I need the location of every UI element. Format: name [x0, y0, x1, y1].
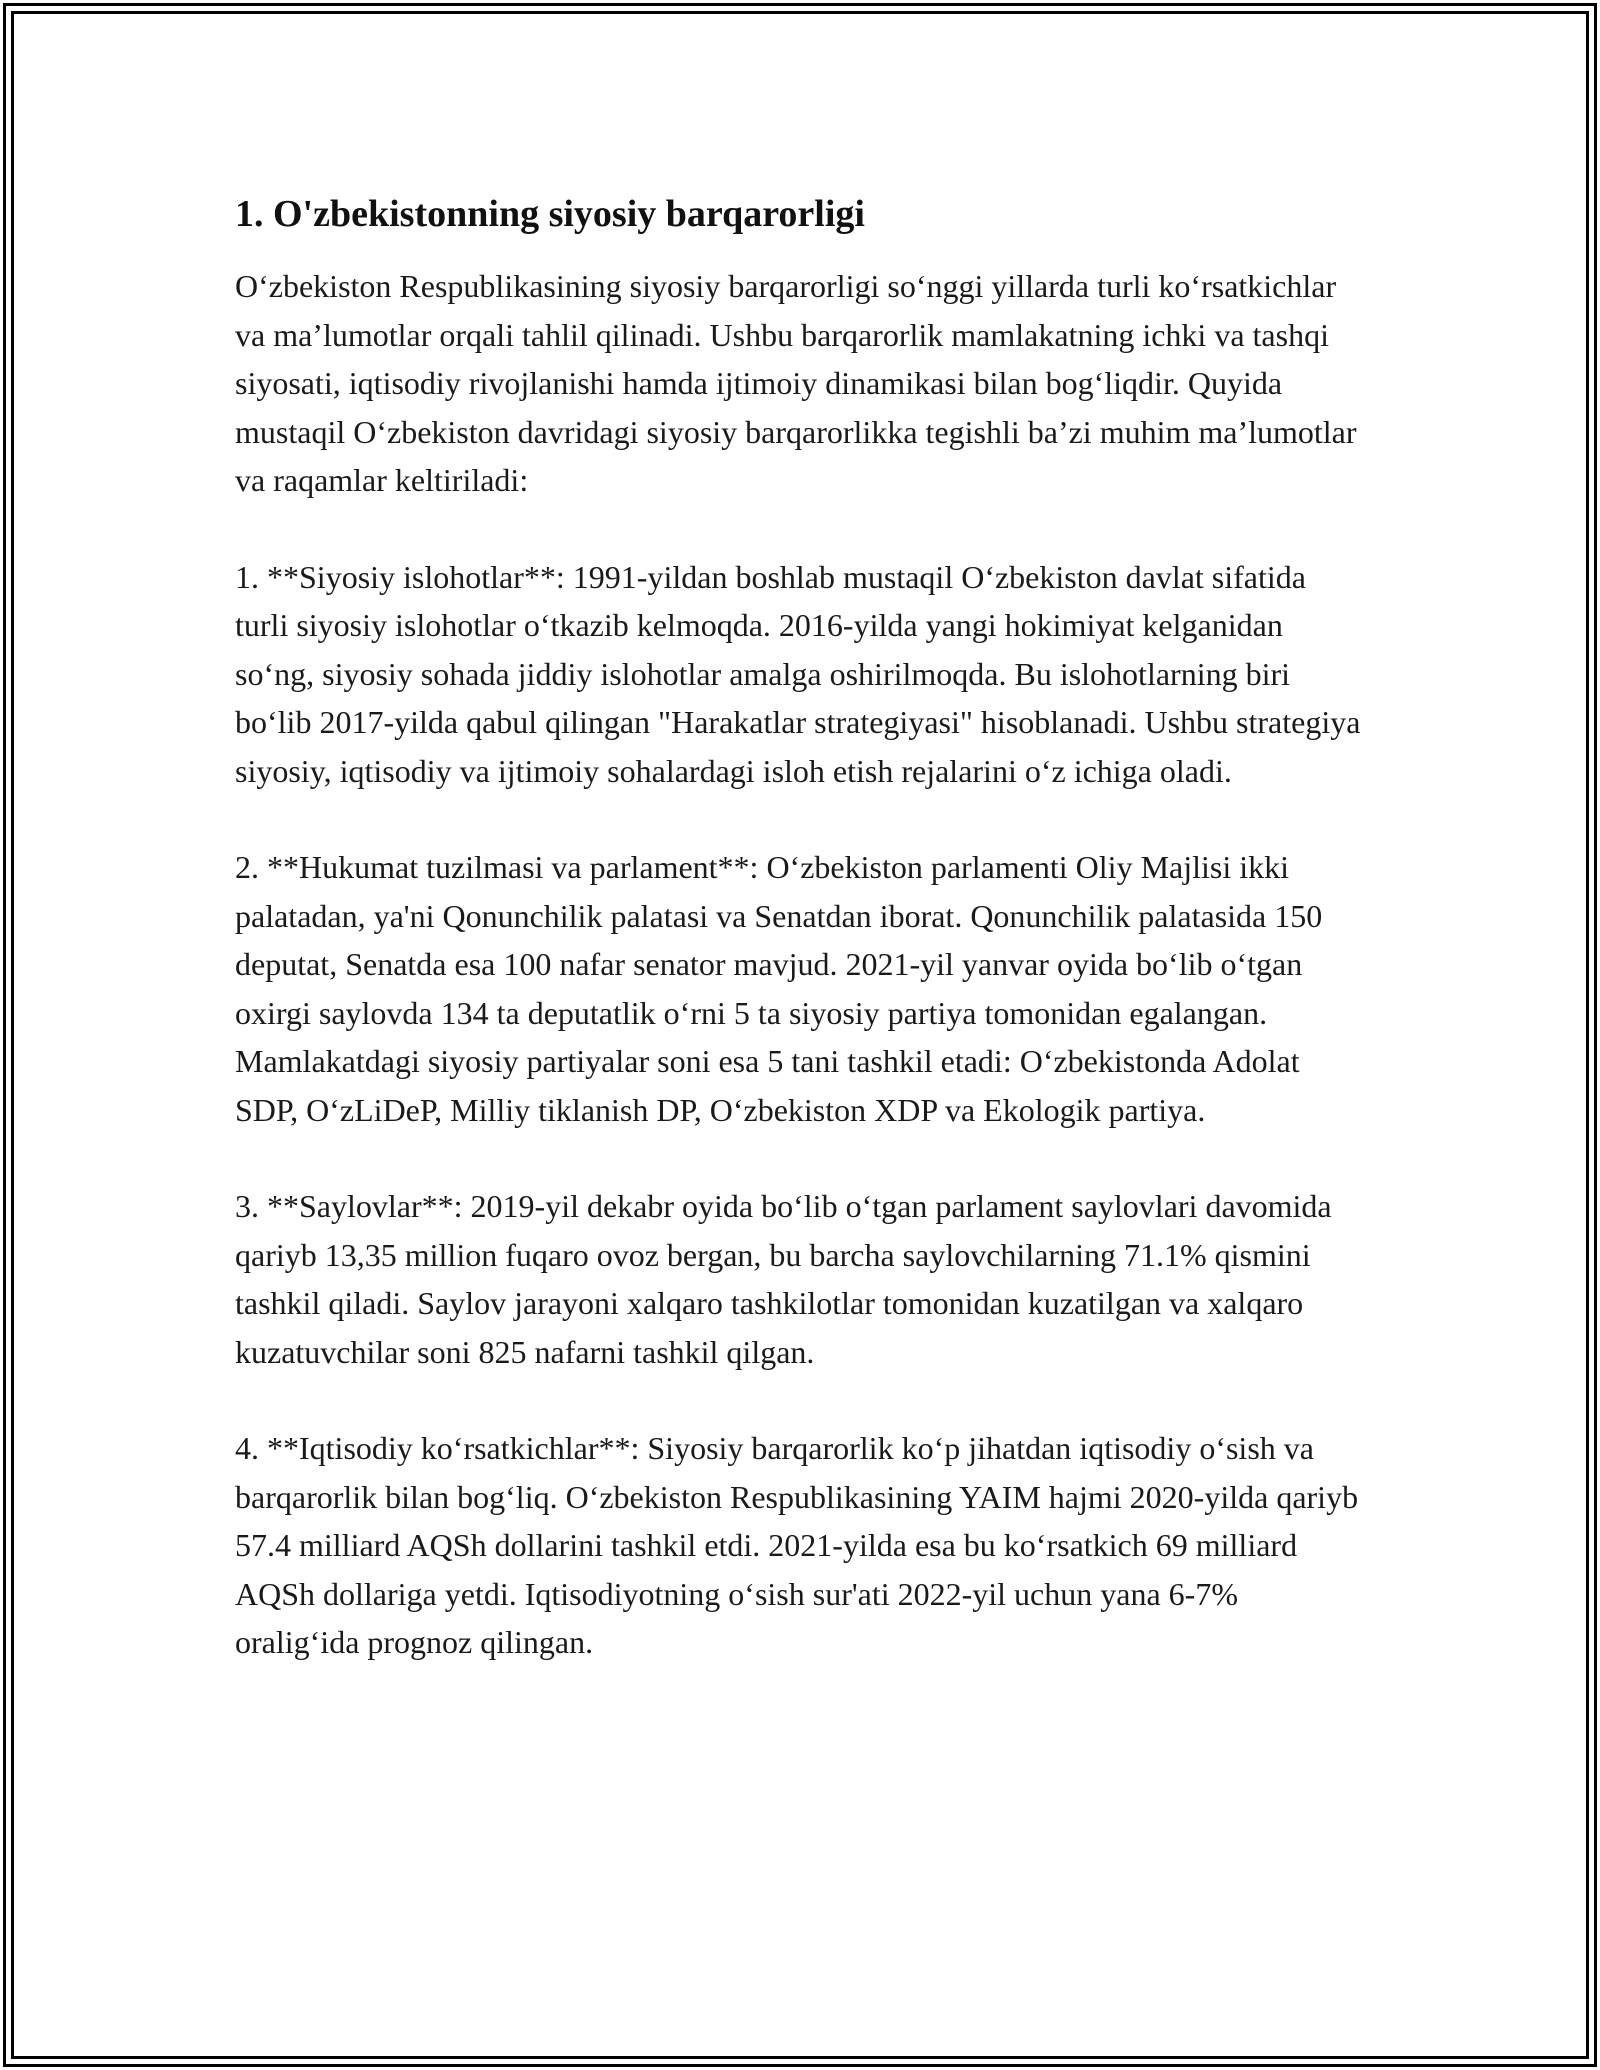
document-body: [235, 188, 1365, 1715]
paragraph-elections: 3. **Saylovlar**: 2019-yil dekabr oyida bo‘lib o‘tgan parlament saylovlari davomida qariyb 13,35 million fuqaro ovoz bergan, bu barcha saylovchilarning 71.1% qismini tashkil qiladi. Saylov jarayoni xalqaro tashkilotlar tomonidan kuzatilgan va xalqaro kuzatuvchilar soni 825 nafarni tashkil qilgan.: [235, 1188, 1332, 1370]
document-title: 1. O'zbekistonning siyosiy barqarorligi: [235, 193, 865, 235]
paragraph-economic-indicators: 4. **Iqtisodiy ko‘rsatkichlar**: Siyosiy barqarorlik ko‘p jihatdan iqtisodiy o‘sish va barqarorlik bilan bog‘liq. O‘zbekiston Respublikasining YAIM hajmi 2020-yilda qariyb 57.4 milliard AQSh dollarini tashkil etdi. 2021-yilda esa bu ko‘rsatkich 69 milliard AQSh dollariga yetdi. Iqtisodiyotning o‘sish sur'ati 2022-yil uchun yana 6-7% oralig‘ida prognoz qilingan.: [235, 1430, 1359, 1660]
paragraph-political-reforms: 1. **Siyosiy islohotlar**: 1991-yildan boshlab mustaqil O‘zbekiston davlat sifatida turli siyosiy islohotlar o‘tkazib kelmoqda. 2016-yilda yangi hokimiyat kelganidan so‘ng, siyosiy sohada jiddiy islohotlar amalga oshirilmoqda. Bu islohotlarning biri bo‘lib 2017-yilda qabul qilingan "Harakatlar strategiyasi" hisoblanadi. Ushbu strategiya siyosiy, iqtisodiy va ijtimoiy sohalardagi isloh etish rejalarini o‘z ichiga oladi.: [235, 558, 1361, 789]
intro-paragraph: O‘zbekiston Respublikasining siyosiy barqarorligi so‘nggi yillarda turli ko‘rsatkichlar va ma’lumotlar orqali tahlil qilinadi. Ushbu barqarorlik mamlakatning ichki va tashqi siyosati, iqtisodiy rivojlanishi hamda ijtimoiy dinamikasi bilan bog‘liqdir. Quyida mustaqil O‘zbekiston davridagi siyosiy barqarorlikka tegishli ba’zi muhim ma’lumotlar va raqamlar keltiriladi:: [235, 268, 1357, 498]
paragraph-government-parliament: 2. **Hukumat tuzilmasi va parlament**: O‘zbekiston parlamenti Oliy Majlisi ikki palatadan, ya'ni Qonunchilik palatasi va Senatdan iborat. Qonunchilik palatasida 150 deputat, Senatda esa 100 nafar senator mavjud. 2021-yil yanvar oyida bo‘lib o‘tgan oxirgi saylovda 134 ta deputatlik o‘rni 5 ta siyosiy partiya tomonidan egalangan. Mamlakatdagi siyosiy partiyalar soni esa 5 tani tashkil etadi: O‘zbekistonda Adolat SDP, O‘zLiDeP, Milliy tiklanish DP, O‘zbekiston XDP va Ekologik partiya.: [235, 849, 1323, 1128]
